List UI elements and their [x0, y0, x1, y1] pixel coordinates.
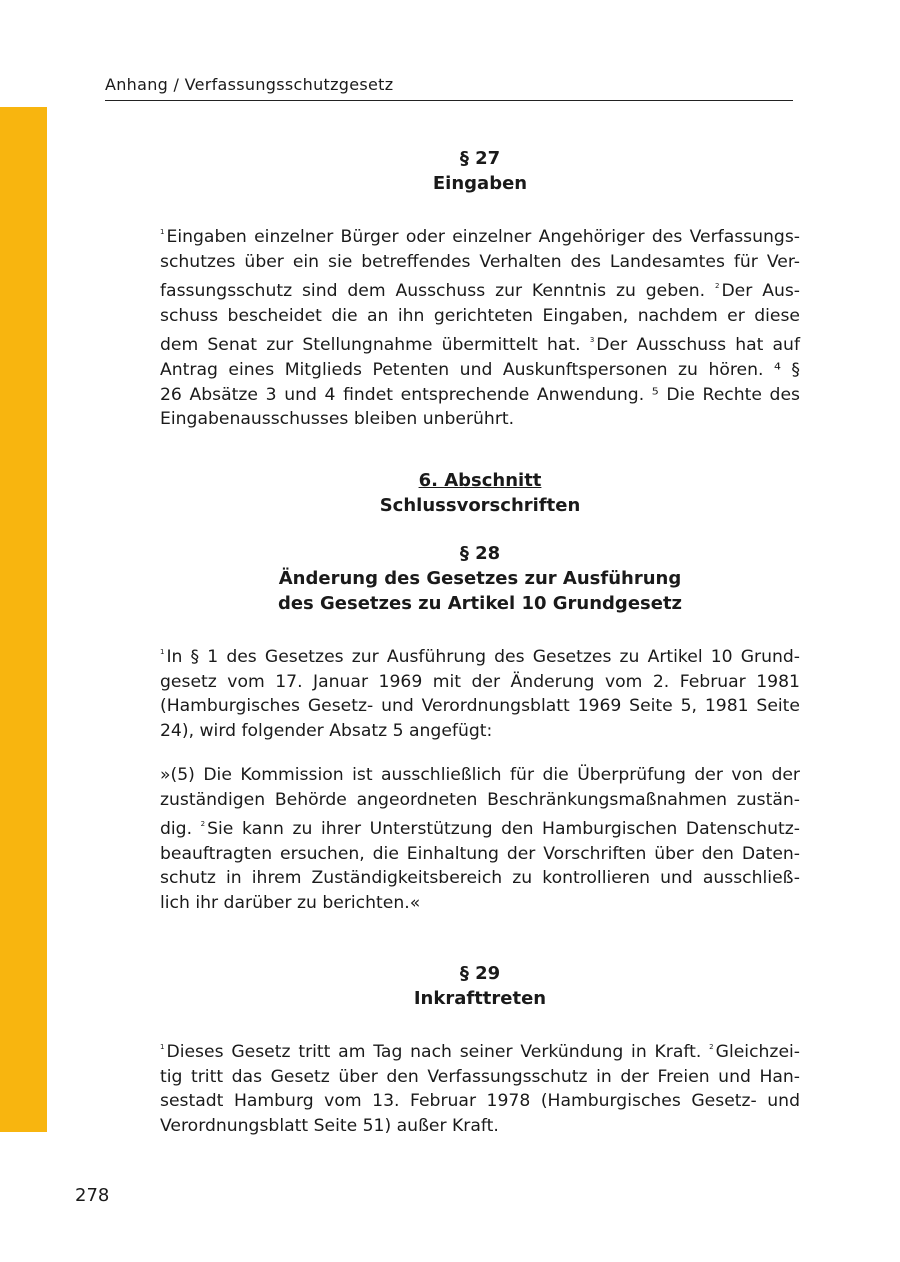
line-text: In § 1 des Gesetzes zur Ausführung des Gesetzes zu Artikel 10 Grund-: [166, 647, 800, 667]
text-line: [160, 1114, 800, 1139]
line-text: »(5) Die Kommission ist ausschließlich für die Überprüfung der von der: [160, 765, 800, 785]
section-29-heading: [160, 961, 800, 1011]
text-line: [160, 763, 800, 788]
line-text: Der Ausschuss hat auf: [596, 335, 800, 356]
chapter-heading: [160, 468, 800, 518]
text-line: [160, 1035, 800, 1065]
sentence-number: 1: [160, 228, 165, 236]
section-29-number: § 29: [459, 963, 501, 984]
line-text: 26 Absätze 3 und 4 findet entsprechende Anwendung. ⁵ Die Rechte des: [160, 384, 800, 405]
text-line: [160, 250, 800, 275]
sentence-number: 1: [160, 1043, 165, 1051]
section-28-title-line-2: des Gesetzes zu Artikel 10 Grundgesetz: [277, 593, 683, 614]
section-28-heading: [160, 541, 800, 616]
sentence-number: 2: [709, 1043, 714, 1051]
line-text: dig.: [160, 819, 193, 840]
text-line: [160, 274, 800, 304]
text-line: [160, 842, 800, 867]
page-number: 278: [75, 1185, 110, 1206]
line-text: beauftragten ersuchen, die Einhaltung der Vorschriften über den Daten-: [160, 843, 800, 864]
side-color-bar: [0, 107, 47, 1132]
text-line: [160, 788, 800, 813]
line-text: Sie kann zu ihrer Unterstützung den Hamburgischen Datenschutz-: [207, 819, 800, 840]
line-text: 24), wird folgender Absatz 5 angefügt:: [160, 720, 493, 741]
sentence-number: 2: [714, 282, 720, 291]
section-27-text: [160, 220, 800, 432]
line-text: schutz in ihrem Zuständigkeitsbereich zu kontrollieren und ausschließ-: [160, 868, 800, 889]
line-text: sestadt Hamburg vom 13. Februar 1978 (Hamburgisches Gesetz- und: [160, 1091, 800, 1112]
sentence-number: 2: [200, 820, 206, 829]
line-text: Antrag eines Mitglieds Petenten und Auskunftspersonen zu hören. ⁴ §: [160, 359, 800, 380]
line-text: schuss bescheidet die an ihn gerichteten Eingaben, nachdem er diese: [160, 305, 800, 326]
running-header: Anhang / Verfassungsschutzgesetz: [105, 75, 793, 101]
section-28-number: § 28: [459, 543, 501, 564]
chapter-label: 6. Abschnitt: [418, 470, 542, 491]
text-line: [160, 640, 800, 670]
section-29-text: [160, 1035, 800, 1138]
line-text: tig tritt das Gesetz über den Verfassungsschutz in der Freien und Han-: [160, 1066, 800, 1087]
text-line: [160, 407, 800, 432]
section-27-number: § 27: [459, 148, 501, 169]
line-text: (Hamburgisches Gesetz- und Verordnungsblatt 1969 Seite 5, 1981 Seite: [160, 696, 800, 717]
text-line: [160, 383, 800, 408]
line-text: Gleichzei-: [715, 1042, 801, 1062]
text-line: [160, 891, 800, 916]
section-28-paragraph-1: [160, 640, 800, 743]
line-text: fassungsschutz sind dem Ausschuss zur Kenntnis zu geben.: [160, 281, 706, 302]
text-line: [160, 328, 800, 358]
line-text: Der Aus-: [721, 281, 800, 302]
line-text: zuständigen Behörde angeordneten Beschränkungsmaßnahmen zustän-: [160, 789, 800, 810]
line-text: schutzes über ein sie betreffendes Verhalten des Landesamtes für Ver-: [160, 251, 800, 272]
text-line: [160, 670, 800, 695]
section-28-title-line-1: Änderung des Gesetzes zur Ausführung: [278, 568, 682, 589]
text-line: [160, 358, 800, 383]
text-line: [160, 694, 800, 719]
text-line: [160, 1089, 800, 1114]
line-text: dem Senat zur Stellungnahme übermittelt hat.: [160, 335, 581, 356]
section-27-title: Eingaben: [432, 173, 528, 194]
text-line: [160, 304, 800, 329]
line-text: Eingaben einzelner Bürger oder einzelner Angehöriger des Verfassungs-: [166, 227, 800, 247]
line-text: Eingabenausschusses bleiben unberührt.: [160, 409, 515, 430]
line-text: Verordnungsblatt Seite 51) außer Kraft.: [160, 1115, 499, 1136]
text-line: [160, 1065, 800, 1090]
text-line: [160, 812, 800, 842]
sentence-number: 3: [589, 336, 595, 345]
chapter-title: Schlussvorschriften: [379, 495, 581, 516]
line-text: Dieses Gesetz tritt am Tag nach seiner Verkündung in Kraft.: [166, 1042, 702, 1062]
section-27-heading: [160, 146, 800, 196]
section-29-title: Inkrafttreten: [413, 988, 547, 1009]
section-28-quoted-paragraph: [160, 763, 800, 916]
sentence-number: 1: [160, 648, 165, 656]
text-line: [160, 866, 800, 891]
line-text: lich ihr darüber zu berichten.«: [160, 892, 421, 913]
text-line: [160, 220, 800, 250]
text-line: [160, 719, 800, 744]
line-text: gesetz vom 17. Januar 1969 mit der Änderung vom 2. Februar 1981: [160, 671, 800, 692]
